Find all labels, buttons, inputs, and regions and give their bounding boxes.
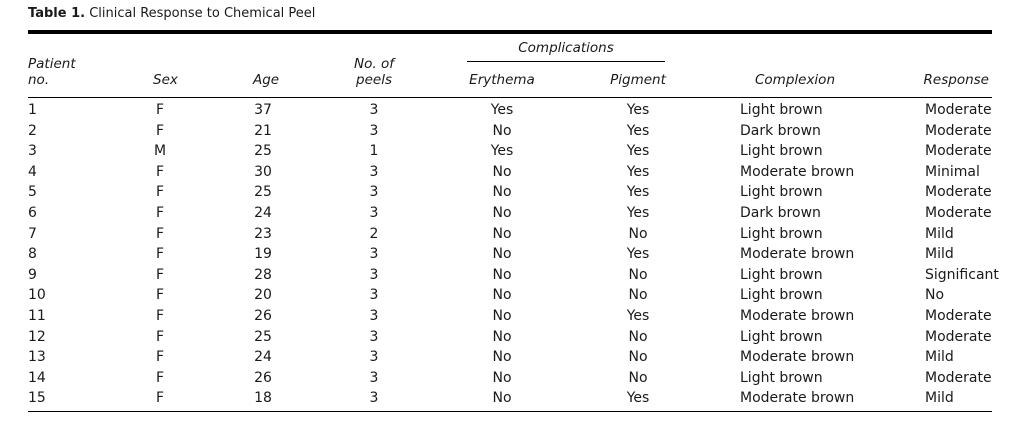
cell-peels: 3 — [369, 102, 379, 118]
cell-erythema: No — [492, 308, 512, 324]
cell-patient: 10 — [28, 287, 46, 304]
cell-patient: 9 — [28, 266, 37, 283]
cell-age: 25 — [254, 184, 272, 201]
cell-pigment: Yes — [626, 122, 650, 139]
cell-pigment: Yes — [626, 143, 650, 160]
cell-erythema: No — [492, 163, 512, 180]
cell-sex: F — [155, 163, 165, 180]
cell-pigment: Yes — [626, 308, 650, 324]
table-caption: Clinical Response to Chemical Peel — [89, 6, 316, 21]
cell-patient: 2 — [28, 122, 37, 139]
cell-complexion: Light brown — [740, 369, 823, 386]
cell-complexion: Light brown — [740, 287, 823, 304]
cell-sex: F — [155, 184, 165, 201]
cell-sex: M — [153, 143, 167, 160]
cell-sex: F — [155, 225, 165, 242]
cell-complexion: Moderate brown — [740, 390, 855, 407]
cell-sex: F — [155, 308, 165, 324]
header-peels-line1: No. of — [354, 56, 394, 72]
cell-sex: F — [155, 266, 165, 283]
table-top-rule — [28, 30, 992, 34]
cell-erythema: No — [492, 328, 512, 345]
cell-pigment: No — [628, 287, 648, 304]
cell-sex: F — [155, 246, 165, 263]
cell-peels: 3 — [369, 328, 379, 345]
complications-rule — [467, 61, 665, 62]
cell-age: 23 — [254, 225, 272, 242]
cell-erythema: No — [492, 390, 512, 407]
cell-response: Mild — [925, 390, 954, 407]
cell-patient: 12 — [28, 328, 46, 345]
cell-age: 26 — [254, 308, 272, 324]
cell-pigment: Yes — [626, 246, 650, 263]
cell-complexion: Moderate brown — [740, 308, 855, 324]
cell-age: 20 — [254, 287, 272, 304]
cell-erythema: No — [492, 246, 512, 263]
header-pigment: Pigment — [610, 72, 666, 88]
cell-erythema: No — [492, 122, 512, 139]
cell-erythema: No — [492, 205, 512, 221]
header-sex: Sex — [153, 72, 178, 88]
cell-peels: 3 — [369, 308, 379, 324]
cell-age: 30 — [254, 163, 272, 180]
cell-complexion: Light brown — [740, 143, 823, 160]
cell-patient: 3 — [28, 143, 37, 160]
cell-erythema: No — [492, 225, 512, 242]
cell-complexion: Light brown — [740, 102, 823, 118]
header-patient-line2: no. — [28, 72, 50, 88]
cell-peels: 3 — [369, 205, 379, 221]
cell-age: 19 — [254, 246, 272, 263]
cell-response: Mild — [925, 225, 954, 242]
cell-sex: F — [155, 390, 165, 407]
cell-age: 26 — [254, 369, 272, 386]
cell-erythema: No — [492, 184, 512, 201]
cell-patient: 8 — [28, 246, 37, 263]
cell-sex: F — [155, 369, 165, 386]
cell-patient: 14 — [28, 369, 46, 386]
cell-response: No — [925, 287, 945, 304]
cell-response: Mild — [925, 349, 954, 366]
cell-pigment: Yes — [626, 205, 650, 221]
header-complications: Complications — [518, 40, 614, 56]
cell-patient: 7 — [28, 225, 37, 242]
cell-sex: F — [155, 287, 165, 304]
cell-pigment: No — [628, 369, 648, 386]
cell-peels: 3 — [369, 246, 379, 263]
cell-pigment: No — [628, 225, 648, 242]
cell-pigment: No — [628, 266, 648, 283]
cell-age: 25 — [254, 143, 272, 160]
cell-patient: 1 — [28, 102, 37, 118]
cell-response: Mild — [925, 246, 954, 263]
cell-response: Moderate — [925, 328, 992, 345]
cell-patient: 5 — [28, 184, 37, 201]
cell-peels: 3 — [369, 390, 379, 407]
cell-erythema: No — [492, 369, 512, 386]
cell-complexion: Light brown — [740, 184, 823, 201]
header-response: Response — [923, 72, 989, 88]
header-age: Age — [253, 72, 280, 88]
cell-patient: 13 — [28, 349, 46, 366]
cell-response: Minimal — [925, 163, 980, 180]
table-bottom-rule — [28, 411, 992, 412]
cell-sex: F — [155, 122, 165, 139]
cell-sex: F — [155, 205, 165, 221]
cell-response: Significant — [925, 266, 999, 283]
cell-pigment: Yes — [626, 102, 650, 118]
cell-complexion: Dark brown — [740, 122, 821, 139]
cell-erythema: No — [492, 287, 512, 304]
cell-age: 18 — [254, 390, 272, 407]
cell-age: 21 — [254, 122, 272, 139]
cell-pigment: Yes — [626, 163, 650, 180]
cell-complexion: Moderate brown — [740, 349, 855, 366]
cell-pigment: No — [628, 328, 648, 345]
cell-response: Moderate — [925, 122, 992, 139]
cell-response: Moderate — [925, 102, 992, 118]
cell-response: Moderate — [925, 143, 992, 160]
header-complexion: Complexion — [754, 72, 836, 88]
cell-age: 25 — [254, 328, 272, 345]
header-patient-line1: Patient — [28, 56, 76, 72]
cell-complexion: Light brown — [740, 266, 823, 283]
cell-pigment: No — [628, 349, 648, 366]
table-number: Table 1. — [28, 6, 86, 21]
cell-peels: 3 — [369, 184, 379, 201]
cell-age: 24 — [254, 205, 272, 221]
cell-response: Moderate — [925, 184, 992, 201]
cell-patient: 15 — [28, 390, 46, 407]
cell-complexion: Moderate brown — [740, 246, 855, 263]
cell-complexion: Moderate brown — [740, 163, 855, 180]
cell-erythema: No — [492, 349, 512, 366]
cell-response: Moderate — [925, 205, 992, 221]
cell-age: 37 — [254, 102, 272, 118]
cell-peels: 3 — [369, 163, 379, 180]
header-peels-line2: peels — [356, 72, 392, 88]
cell-sex: F — [155, 328, 165, 345]
cell-complexion: Dark brown — [740, 205, 821, 221]
cell-erythema: Yes — [490, 102, 514, 118]
header-erythema: Erythema — [469, 72, 535, 88]
cell-peels: 1 — [369, 143, 379, 160]
cell-age: 24 — [254, 349, 272, 366]
table-title — [28, 6, 315, 21]
cell-erythema: No — [492, 266, 512, 283]
cell-patient: 4 — [28, 163, 37, 180]
cell-complexion: Light brown — [740, 328, 823, 345]
cell-sex: F — [155, 102, 165, 118]
cell-peels: 3 — [369, 266, 379, 283]
cell-erythema: Yes — [490, 143, 514, 160]
cell-peels: 3 — [369, 287, 379, 304]
cell-patient: 6 — [28, 205, 37, 221]
cell-response: Moderate — [925, 308, 992, 324]
cell-response: Moderate — [925, 369, 992, 386]
cell-patient: 11 — [28, 308, 46, 324]
cell-sex: F — [155, 349, 165, 366]
cell-peels: 2 — [369, 225, 379, 242]
header-bottom-rule — [28, 97, 992, 98]
cell-peels: 3 — [369, 349, 379, 366]
cell-age: 28 — [254, 266, 272, 283]
cell-pigment: Yes — [626, 184, 650, 201]
cell-pigment: Yes — [626, 390, 650, 407]
cell-complexion: Light brown — [740, 225, 823, 242]
cell-peels: 3 — [369, 369, 379, 386]
cell-peels: 3 — [369, 122, 379, 139]
